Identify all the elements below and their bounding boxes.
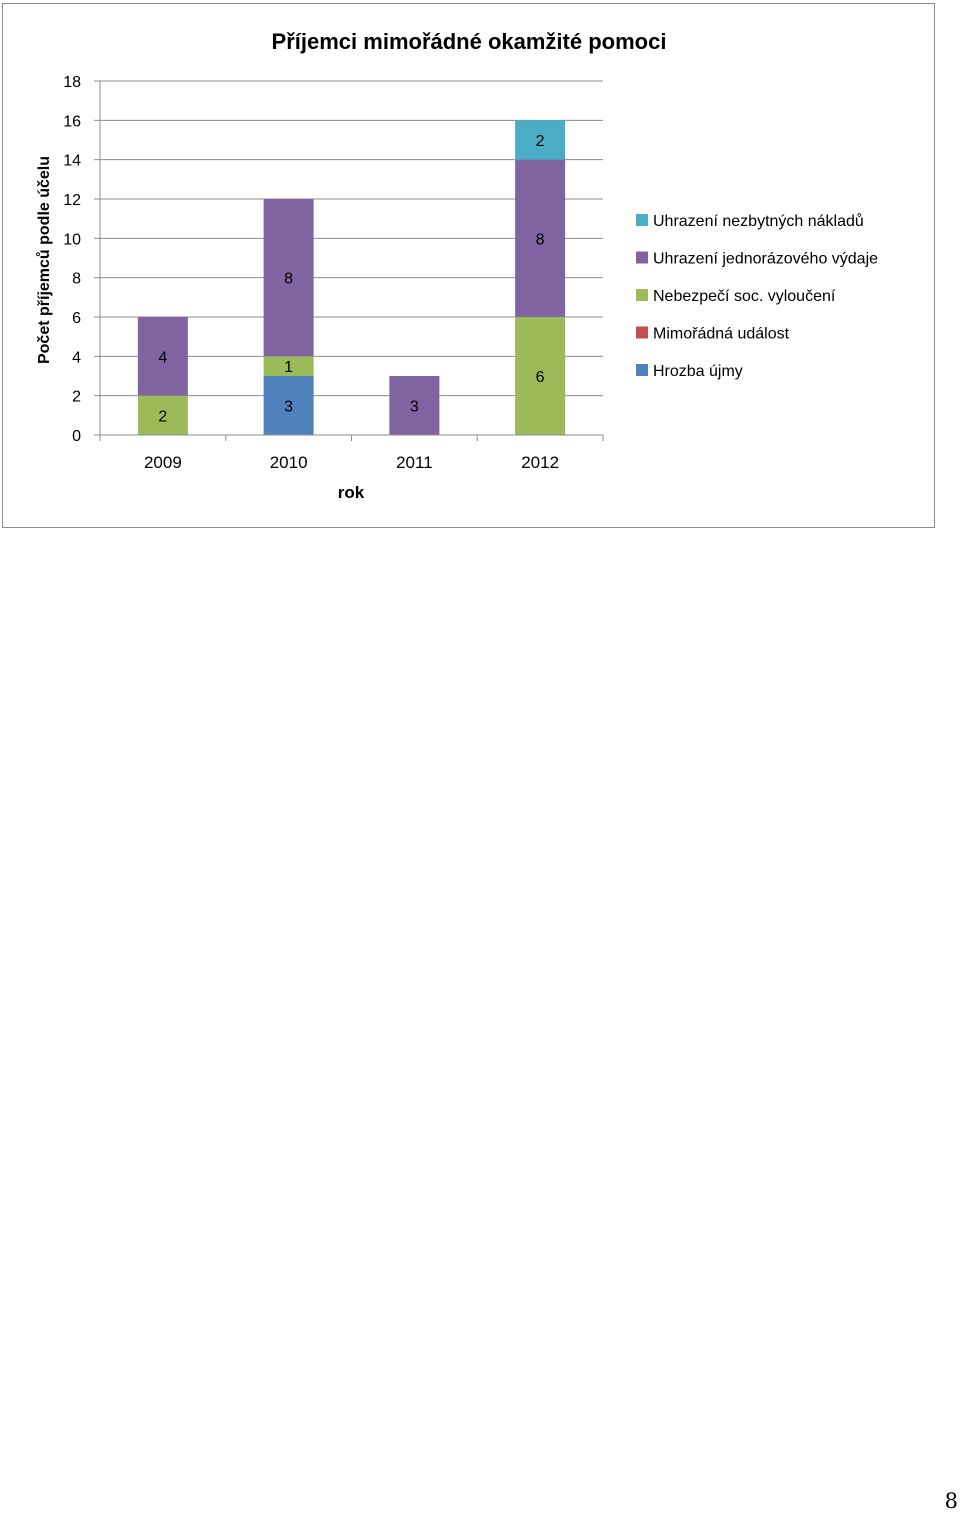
legend-label: Uhrazení jednorázového výdaje bbox=[653, 250, 879, 268]
x-tick-label: 2011 bbox=[396, 453, 433, 472]
data-label: 2 bbox=[535, 133, 545, 150]
x-tick-label: 2012 bbox=[521, 453, 560, 472]
legend-label: Hrozba újmy bbox=[653, 363, 743, 380]
x-tick-label: 2010 bbox=[269, 453, 308, 472]
data-label: 8 bbox=[535, 231, 545, 249]
y-tick-label: 18 bbox=[63, 74, 81, 91]
data-label: 6 bbox=[535, 369, 545, 386]
legend-swatch bbox=[636, 327, 648, 339]
legend-swatch bbox=[636, 364, 648, 376]
page-number: 8 bbox=[944, 1489, 958, 1513]
chart-svg bbox=[3, 4, 936, 529]
y-tick-label: 4 bbox=[72, 349, 81, 367]
chart-frame bbox=[2, 3, 935, 528]
y-tick-label: 6 bbox=[72, 310, 81, 327]
y-tick-label: 12 bbox=[63, 192, 81, 209]
data-label: 8 bbox=[284, 270, 294, 288]
y-tick-label: 14 bbox=[63, 152, 81, 170]
legend-swatch bbox=[636, 289, 648, 301]
data-label: 4 bbox=[158, 349, 168, 367]
legend bbox=[636, 212, 878, 380]
y-tick-label: 0 bbox=[72, 428, 81, 445]
data-label: 3 bbox=[409, 398, 419, 416]
legend-label: Nebezpečí soc. vyloučení bbox=[653, 288, 836, 305]
y-axis-title: Počet příjemců podle účelu bbox=[36, 155, 53, 365]
legend-label: Mimořádná událost bbox=[653, 325, 790, 343]
legend-swatch bbox=[636, 252, 648, 264]
x-axis-title: rok bbox=[337, 483, 365, 502]
y-tick-label: 2 bbox=[72, 388, 81, 406]
y-tick-label: 8 bbox=[72, 270, 81, 288]
legend-swatch bbox=[636, 214, 648, 226]
data-label: 1 bbox=[284, 359, 294, 377]
x-tick-label: 2009 bbox=[143, 453, 182, 472]
y-tick-label: 16 bbox=[63, 113, 81, 131]
legend-label: Uhrazení nezbytných nákladů bbox=[653, 213, 864, 230]
y-tick-label: 10 bbox=[63, 231, 81, 249]
chart-title: Příjemci mimořádné okamžité pomoci bbox=[271, 29, 667, 54]
data-label: 3 bbox=[284, 398, 294, 416]
data-label: 2 bbox=[158, 408, 168, 426]
